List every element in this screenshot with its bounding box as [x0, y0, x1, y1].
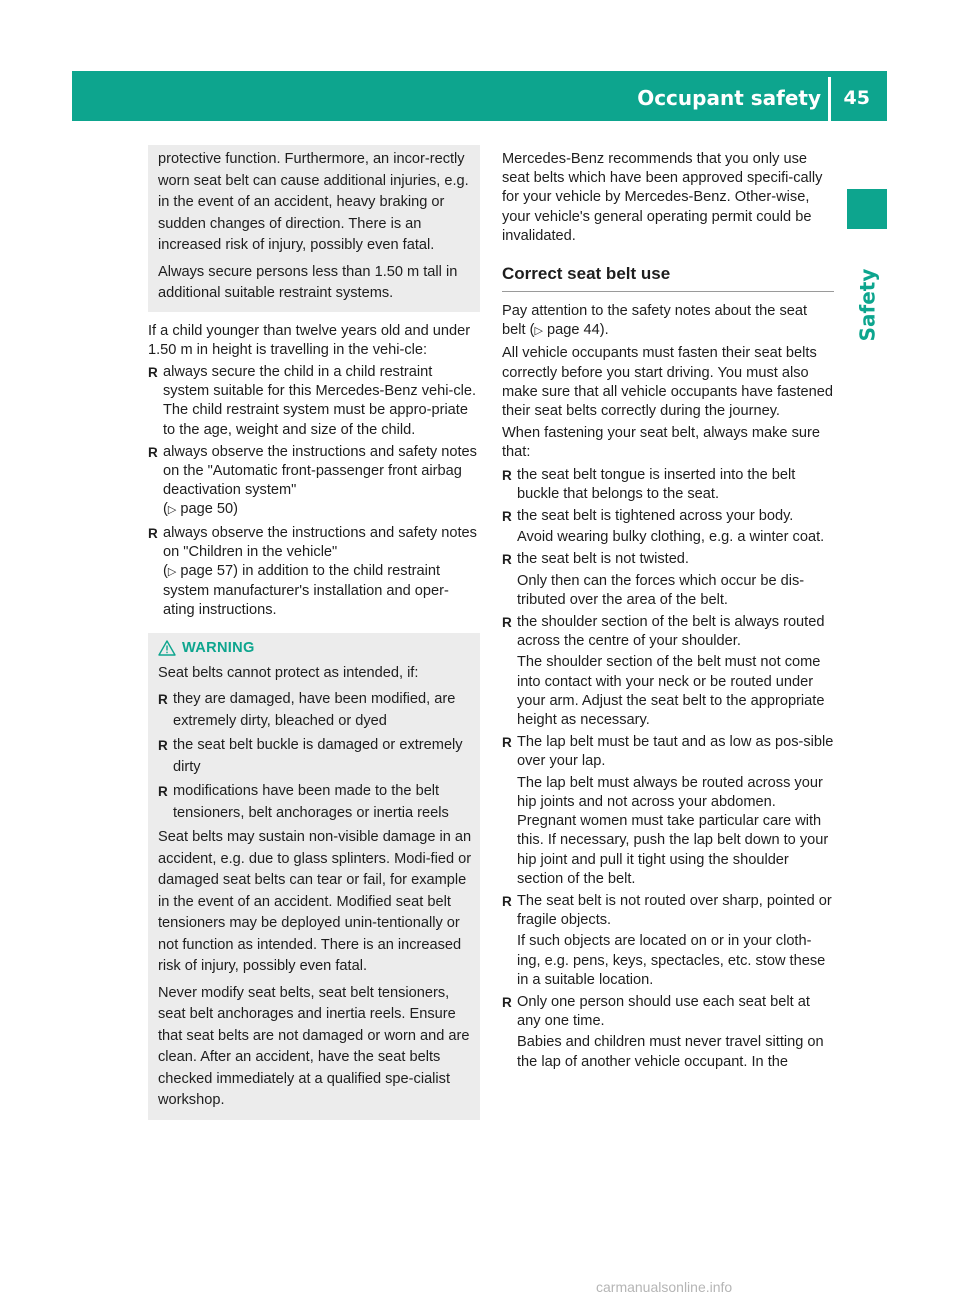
header-bar	[72, 71, 887, 121]
page-reference[interactable]: (▷ page 57)	[163, 562, 239, 579]
list-item: R always observe the instructions and safety notes on the "Automatic front-passenger front airbag deactivation system" (▷ page 50)	[148, 443, 480, 521]
side-tab-text: Safety	[855, 268, 880, 342]
page-reference[interactable]: (▷ page 50)	[163, 501, 239, 518]
page-reference[interactable]: page 44).	[546, 322, 609, 339]
safety-notes-paragraph: Pay attention to the safety notes about the seat belt (▷ page 44).	[502, 303, 808, 339]
page-number: 45	[843, 87, 870, 109]
list-item: R the seat belt buckle is damaged or extremely dirty	[158, 735, 474, 778]
warning-box	[148, 633, 480, 1120]
warning-title: WARNING	[182, 639, 255, 656]
list-item: R The lap belt must be taut and as low as pos-sible over your lap. The lap belt must always be routed across your hip joints and not across your abdomen. Pregnant women must take particular care with this. If necessary, push the lap belt down to your hip joint and pull it tight using the shoulder section of the belt.	[502, 733, 834, 889]
list-item: R the seat belt is not twisted. Only then can the forces which occur be dis-tributed over the area of the belt.	[502, 550, 834, 610]
seat-belt-checklist	[502, 466, 834, 1072]
triangle-right-icon: ▷	[167, 565, 177, 578]
warning-bullet-list	[158, 689, 474, 824]
side-tab-label	[846, 265, 888, 345]
side-tab-marker	[847, 189, 887, 229]
triangle-right-icon: ▷	[534, 325, 543, 338]
list-item: R always secure the child in a child restraint system suitable for this Mercedes-Benz vehi-cle. The child restraint system must be appro-priate to the age, weight and size of the child.	[148, 363, 480, 440]
section-heading: Correct seat belt use	[502, 264, 834, 292]
right-column	[502, 150, 834, 1075]
warning-paragraph: Seat belts may sustain non-visible damage in an accident, e.g. due to glass splinters. Modi-fied or damaged seat belts can tear or fail, for example in the event of an accident. Modified seat belt tensioners may be deployed unin-tentionally or not function as intended. There is an increased risk of injury, possibly even fatal.	[158, 829, 472, 975]
warning-intro: Seat belts cannot protect as intended, if:	[158, 664, 419, 681]
list-item: R they are damaged, have been modified, are extremely dirty, bleached or dyed	[158, 689, 474, 732]
header-title: Occupant safety	[637, 86, 821, 110]
warning-header	[158, 639, 474, 658]
safety-note-box	[148, 145, 480, 312]
list-item: R Only one person should use each seat belt at any one time. Babies and children must never travel sitting on the lap of another vehicle occupant. In the	[502, 993, 834, 1072]
child-bullet-list	[148, 363, 480, 621]
header-divider	[828, 77, 831, 121]
approved-belts-paragraph: Mercedes-Benz recommends that you only use seat belts which have been approved specifi-cally for your vehicle by Mercedes-Benz. Other-wise, your vehicle's general operating permit could be invalidated.	[502, 151, 823, 244]
warning-triangle-icon	[158, 640, 176, 656]
fasten-paragraph: All vehicle occupants must fasten their seat belts correctly before you start driving. You must also make sure that all vehicle occupants have fastened their seat belts correctly during the journey.	[502, 345, 833, 420]
left-column	[148, 145, 480, 1120]
list-item: R The seat belt is not routed over sharp, pointed or fragile objects. If such objects are located on or in your cloth-ing, e.g. pens, keys, spectacles, etc. stow these in a suitable location.	[502, 892, 834, 990]
box-paragraph: protective function. Furthermore, an incor-rectly worn seat belt can cause additional injuries, e.g. in the event of an accident, heavy braking or sudden changes of direction. There is an increased risk of injury, possibly even fatal.	[158, 151, 469, 253]
footer-watermark: carmanualsonline.info	[596, 1279, 733, 1295]
make-sure-paragraph: When fastening your seat belt, always make sure that:	[502, 425, 820, 461]
list-item: R the seat belt is tightened across your body. Avoid wearing bulky clothing, e.g. a winter coat.	[502, 507, 834, 547]
box-paragraph: Always secure persons less than 1.50 m tall in additional suitable restraint systems.	[158, 263, 458, 301]
list-item: R always observe the instructions and safety notes on "Children in the vehicle" (▷ page 57) in addition to the child restraint system manufacturer's installation and oper-ating instructions.	[148, 524, 480, 621]
list-item: R modifications have been made to the belt tensioners, belt anchorages or inertia reels	[158, 781, 474, 824]
child-intro: If a child younger than twelve years old and under 1.50 m in height is travelling in the vehi-cle:	[148, 322, 471, 358]
list-item: R the shoulder section of the belt is always routed across the centre of your shoulder. The shoulder section of the belt must not come into contact with your neck or be routed under your arm. Adjust the seat belt to the appropriate height as necessary.	[502, 613, 834, 730]
warning-paragraph: Never modify seat belts, seat belt tensioners, seat belt anchorages and inertia reels. Ensure that seat belts are not damaged or worn and are clean. After an accident, have the seat belts checked immediately at a qualified spe-cialist workshop.	[158, 984, 470, 1109]
list-item: R the seat belt tongue is inserted into the belt buckle that belongs to the seat.	[502, 466, 834, 504]
triangle-right-icon: ▷	[167, 504, 177, 517]
